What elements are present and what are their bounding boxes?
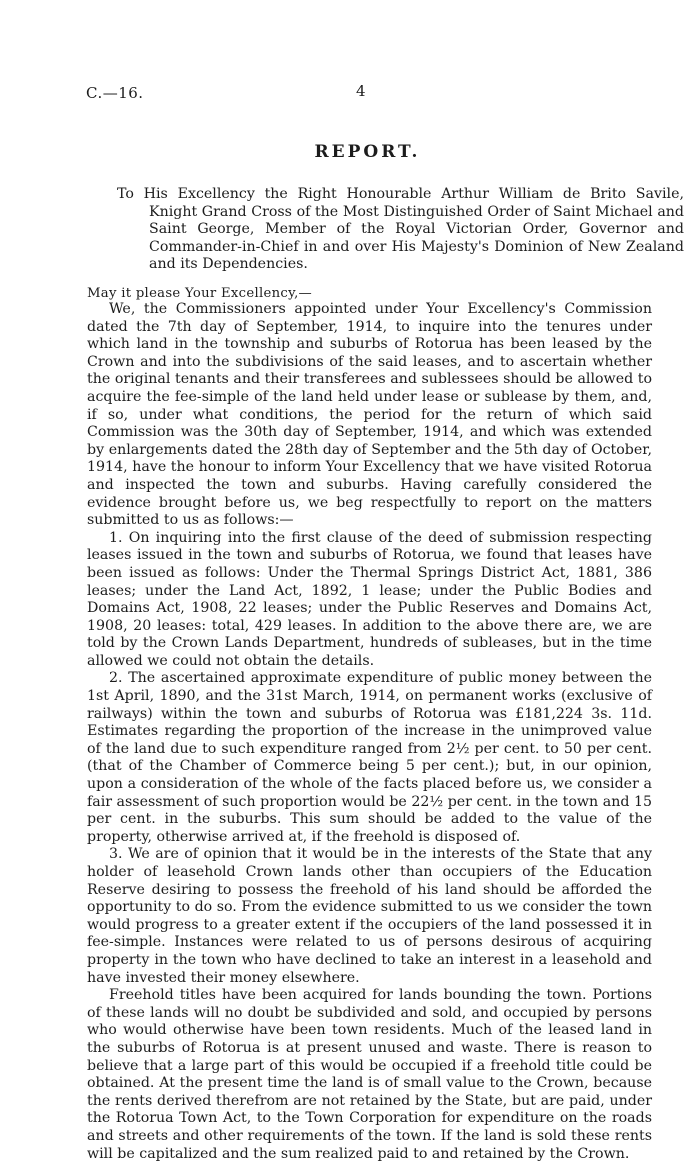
address-to-governor: To His Excellency the Right Honourable Arthur William de Brito Savile, Knight Grand Cross of the Most Distinguished Order of Saint Michael and Saint George, Member of the Royal Victorian Order, Governor and Commander-in-Chief in and over His Majesty's Dominion of New Zealand and its Dependencies. xyxy=(117,186,684,273)
report-body xyxy=(87,301,652,1163)
paragraph-3-freehold-opinion: 3. We are of opinion that it would be in the interests of the State that any holder of leasehold Crown lands other than occupiers of the Education Reserve desiring to possess the freehold of his land should be afforded the opportunity to do so. From the evidence submitted to us we consider the town would progress to a greater extent if the occupiers of the land possessed it in fee-simple. Instances were related to us of persons desirous of acquiring property in the town who have declined to take an interest in a leasehold and have invested their money elsewhere. xyxy=(87,846,652,986)
salutation: May it please Your Excellency,— xyxy=(87,286,313,301)
document-reference: C.—16. xyxy=(86,84,144,102)
paragraph-intro: We, the Commissioners appointed under Your Excellency's Commission dated the 7th day of September, 1914, to inquire into the tenures under which land in the township and suburbs of Rotorua has been leased by the Crown and into the subdivisions of the said leases, and to ascertain whether the original tenants and their transferees and sublessees should be allowed to acquire the fee-simple of the land held under lease or sublease by them, and, if so, under what conditions, the period for the return of which said Commission was the 30th day of September, 1914, and which was extended by enlargements dated the 28th day of September and the 5th day of October, 1914, have the honour to inform Your Excellency that we have visited Rotorua and inspected the town and suburbs. Having carefully considered the evidence brought before us, we beg respectfully to report on the matters submitted to us as follows:— xyxy=(87,301,652,529)
paragraph-1-leases: 1. On inquiring into the first clause of the deed of submission respecting leases issued in the town and suburbs of Rotorua, we found that leases have been issued as follows: Under the Thermal Springs District Act, 1881, 386 leases; under the Land Act, 1892, 1 lease; under the Public Bodies and Domains Act, 1908, 22 leases; under the Public Reserves and Domains Act, 1908, 20 leases: total, 429 leases. In addition to the above there are, we are told by the Crown Lands Department, hundreds of subleases, but in the time allowed we could not obtain the details. xyxy=(87,529,652,669)
paragraph-2-expenditure: 2. The ascertained approximate expenditure of public money between the 1st April, 1890, and the 31st March, 1914, on permanent works (exclusive of railways) within the town and suburbs of Rotorua was £181,224 3s. 11d. Estimates regarding the proportion of the increase in the unimproved value of the land due to such expenditure ranged from 2½ per cent. to 50 per cent. (that of the Chamber of Commerce being 5 per cent.); but, in our opinion, upon a consideration of the whole of the facts placed before us, we consider a fair assessment of such proportion would be 22½ per cent. in the town and 15 per cent. in the suburbs. This sum should be added to the value of the property, otherwise arrived at, if the freehold is disposed of. xyxy=(87,670,652,845)
report-title: REPORT. xyxy=(314,142,421,162)
page-number: 4 xyxy=(356,82,366,100)
paragraph-freehold-titles: Freehold titles have been acquired for lands bounding the town. Portions of these lands will no doubt be subdivided and sold, and occupied by persons who would otherwise have been town residents. Much of the leased land in the suburbs of Rotorua is at present unused and waste. There is reason to believe that a large part of this would be occupied if a freehold title could be obtained. At the present time the land is of small value to the Crown, because the rents derived therefrom are not retained by the State, but are paid, under the Rotorua Town Act, to the Town Corporation for expenditure on the roads and streets and other requirements of the town. If the land is sold these rents will be capitalized and the sum realized paid to and retained by the Crown. xyxy=(87,987,652,1162)
